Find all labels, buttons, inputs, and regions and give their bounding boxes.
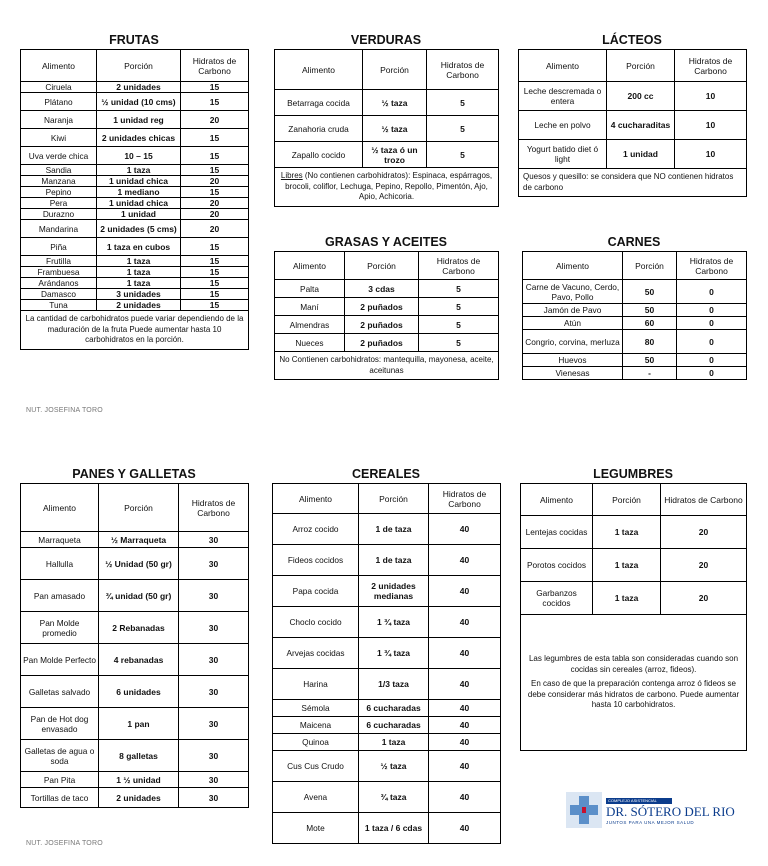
portion-cell: 3 cdas xyxy=(345,280,419,298)
carnes-table xyxy=(522,251,747,380)
table-row xyxy=(523,317,747,330)
table-row xyxy=(21,82,249,93)
carbs-cell: 10 xyxy=(675,111,747,140)
carbs-cell: 15 xyxy=(181,238,249,256)
legumbres-note-1: Las legumbres de esta tabla son consideradas cuando son cocidas sin cereales (arroz, fideos). xyxy=(528,654,739,674)
portion-cell: 1 taza xyxy=(593,582,661,615)
portion-cell: 2 unidades xyxy=(99,788,179,808)
food-cell: Almendras xyxy=(275,316,345,334)
header-porcion: Porción xyxy=(593,484,661,516)
food-cell: Damasco xyxy=(21,289,97,300)
portion-cell: ½ Marraqueta xyxy=(99,532,179,548)
hospital-logo xyxy=(566,790,735,836)
carbs-cell: 15 xyxy=(181,187,249,198)
food-cell: Galletas de agua o soda xyxy=(21,740,99,772)
portion-cell: 1 taza en cubos xyxy=(97,238,181,256)
carbs-cell: 30 xyxy=(179,612,249,644)
carbs-cell: 0 xyxy=(677,304,747,317)
portion-cell: ½ taza ó un trozo xyxy=(363,142,427,168)
legumbres-table xyxy=(520,483,747,751)
food-cell: Marraqueta xyxy=(21,532,99,548)
carbs-cell: 5 xyxy=(419,316,499,334)
table-row xyxy=(21,111,249,129)
food-cell: Cus Cus Crudo xyxy=(273,751,359,782)
carbs-cell: 15 xyxy=(181,278,249,289)
frutas-note: La cantidad de carbohidratos puede variar dependiendo de la maduración de la fruta Puede aumentar hasta 10 carbohidratos en la porción. xyxy=(21,311,249,350)
table-row xyxy=(273,813,501,844)
portion-cell: 1 ¾ taza xyxy=(359,638,429,669)
table-row xyxy=(21,278,249,289)
food-cell: Betarraga cocida xyxy=(275,90,363,116)
carnes-title: CARNES xyxy=(607,235,661,249)
portion-cell: ¾ taza xyxy=(359,782,429,813)
food-cell: Piña xyxy=(21,238,97,256)
header-hidratos: Hidratos de Carbono xyxy=(179,484,249,532)
table-row xyxy=(273,751,501,782)
carbs-cell: 5 xyxy=(419,280,499,298)
table-row xyxy=(21,532,249,548)
carbs-cell: 40 xyxy=(429,607,501,638)
table-row xyxy=(275,90,499,116)
header-porcion: Porción xyxy=(363,50,427,90)
header-alimento: Alimento xyxy=(21,50,97,82)
carbs-cell: 0 xyxy=(677,330,747,354)
carbs-cell: 40 xyxy=(429,782,501,813)
portion-cell: 1 pan xyxy=(99,708,179,740)
table-row xyxy=(273,700,501,717)
hospital-cross-icon xyxy=(566,790,602,830)
portion-cell: 1/3 taza xyxy=(359,669,429,700)
frutas-table xyxy=(20,49,249,350)
table-row xyxy=(21,708,249,740)
carbs-cell: 40 xyxy=(429,813,501,844)
food-cell: Lentejas cocidas xyxy=(521,516,593,549)
table-row xyxy=(21,740,249,772)
carbs-cell: 5 xyxy=(427,90,499,116)
table-row xyxy=(521,582,747,615)
carbs-cell: 0 xyxy=(677,317,747,330)
carbs-cell: 5 xyxy=(427,142,499,168)
food-cell: Jamón de Pavo xyxy=(523,304,623,317)
legumbres-note-2: En caso de que la preparación contenga arroz ó fideos se debe considerar más hidratos de carbono. Puede aumentar hasta 10 carbohidratos. xyxy=(527,679,740,710)
header-hidratos: Hidratos de Carbono xyxy=(419,252,499,280)
food-cell: Hallulla xyxy=(21,548,99,580)
food-cell: Porotos cocidos xyxy=(521,549,593,582)
verduras-title: VERDURAS xyxy=(350,33,422,47)
panes-table xyxy=(20,483,249,808)
food-cell: Nueces xyxy=(275,334,345,352)
portion-cell: 1 unidad xyxy=(97,209,181,220)
food-cell: Arándanos xyxy=(21,278,97,289)
portion-cell: 8 galletas xyxy=(99,740,179,772)
portion-cell: 2 unidades medianas xyxy=(359,576,429,607)
table-row xyxy=(21,676,249,708)
table-row xyxy=(521,549,747,582)
table-row xyxy=(523,304,747,317)
portion-cell: 1 taza / 6 cdas xyxy=(359,813,429,844)
carbs-cell: 15 xyxy=(181,82,249,93)
portion-cell: 50 xyxy=(623,280,677,304)
table-row xyxy=(521,516,747,549)
cereales-table xyxy=(272,483,501,844)
table-row xyxy=(21,93,249,111)
header-hidratos: Hidratos de Carbono xyxy=(181,50,249,82)
portion-cell: 1 unidad xyxy=(607,140,675,169)
portion-cell: 2 unidades xyxy=(97,300,181,311)
food-cell: Pan Pita xyxy=(21,772,99,788)
carbs-cell: 5 xyxy=(427,116,499,142)
carbs-cell: 20 xyxy=(661,582,747,615)
food-cell: Plátano xyxy=(21,93,97,111)
header-hidratos: Hidratos de Carbono xyxy=(427,50,499,90)
carbs-cell: 40 xyxy=(429,751,501,782)
carbs-cell: 20 xyxy=(181,220,249,238)
food-cell: Vienesas xyxy=(523,367,623,380)
portion-cell: 80 xyxy=(623,330,677,354)
carbs-cell: 20 xyxy=(181,198,249,209)
portion-cell: 2 unidades chicas xyxy=(97,129,181,147)
table-row xyxy=(273,669,501,700)
portion-cell: 1 taza xyxy=(97,256,181,267)
table-row xyxy=(21,220,249,238)
table-row xyxy=(21,198,249,209)
food-cell: Mote xyxy=(273,813,359,844)
table-row xyxy=(519,140,747,169)
table-row xyxy=(273,607,501,638)
carbs-cell: 40 xyxy=(429,734,501,751)
food-cell: Zapallo cocido xyxy=(275,142,363,168)
food-cell: Pan amasado xyxy=(21,580,99,612)
frutas-section xyxy=(20,31,248,350)
table-row xyxy=(21,267,249,278)
cereales-title: CEREALES xyxy=(351,467,421,481)
header-alimento: Alimento xyxy=(523,252,623,280)
food-cell: Maicena xyxy=(273,717,359,734)
food-cell: Garbanzos cocidos xyxy=(521,582,593,615)
table-row xyxy=(275,280,499,298)
portion-cell: 60 xyxy=(623,317,677,330)
portion-cell: 50 xyxy=(623,304,677,317)
food-cell: Maní xyxy=(275,298,345,316)
carbs-cell: 0 xyxy=(677,354,747,367)
portion-cell: 1 unidad chica xyxy=(97,176,181,187)
header-hidratos: Hidratos de Carbono xyxy=(677,252,747,280)
food-cell: Sémola xyxy=(273,700,359,717)
carbs-cell: 40 xyxy=(429,669,501,700)
portion-cell: ½ Unidad (50 gr) xyxy=(99,548,179,580)
table-row xyxy=(273,576,501,607)
food-cell: Palta xyxy=(275,280,345,298)
table-row xyxy=(273,638,501,669)
portion-cell: 1 unidad chica xyxy=(97,198,181,209)
carnes-section xyxy=(522,233,746,380)
table-row xyxy=(21,644,249,676)
grasas-title: GRASAS Y ACEITES xyxy=(324,235,448,249)
header-porcion: Porción xyxy=(607,50,675,82)
food-cell: Choclo cocido xyxy=(273,607,359,638)
table-row xyxy=(21,612,249,644)
food-cell: Durazno xyxy=(21,209,97,220)
header-alimento: Alimento xyxy=(21,484,99,532)
carbs-cell: 15 xyxy=(181,129,249,147)
table-row xyxy=(21,176,249,187)
table-row xyxy=(21,289,249,300)
verduras-section xyxy=(274,31,498,207)
portion-cell: 2 puñados xyxy=(345,298,419,316)
food-cell: Uva verde chica xyxy=(21,147,97,165)
legumbres-note xyxy=(521,615,747,751)
food-cell: Huevos xyxy=(523,354,623,367)
carbs-cell: 40 xyxy=(429,638,501,669)
table-row xyxy=(21,548,249,580)
portion-cell: 50 xyxy=(623,354,677,367)
portion-cell: 6 cucharadas xyxy=(359,717,429,734)
food-cell: Pan de Hot dog envasado xyxy=(21,708,99,740)
carbs-cell: 20 xyxy=(661,516,747,549)
portion-cell: ½ taza xyxy=(363,116,427,142)
table-row xyxy=(275,116,499,142)
food-cell: Pera xyxy=(21,198,97,209)
carbs-cell: 30 xyxy=(179,708,249,740)
carbs-cell: 30 xyxy=(179,740,249,772)
carbs-cell: 20 xyxy=(181,176,249,187)
portion-cell: 4 rebanadas xyxy=(99,644,179,676)
portion-cell: 2 unidades (5 cms) xyxy=(97,220,181,238)
legumbres-section xyxy=(520,465,746,751)
table-row xyxy=(21,129,249,147)
table-row xyxy=(523,367,747,380)
food-cell: Mandarina xyxy=(21,220,97,238)
food-cell: Arvejas cocidas xyxy=(273,638,359,669)
food-cell: Pan Molde Perfecto xyxy=(21,644,99,676)
food-cell: Papa cocida xyxy=(273,576,359,607)
author-credit-bottom: NUT. JOSEFINA TORO xyxy=(26,840,103,847)
table-row xyxy=(21,772,249,788)
carbs-cell: 15 xyxy=(181,289,249,300)
logo-name: DR. SÓTERO DEL RIO xyxy=(606,804,735,819)
header-alimento: Alimento xyxy=(521,484,593,516)
portion-cell: 1 ½ unidad xyxy=(99,772,179,788)
header-alimento: Alimento xyxy=(275,50,363,90)
food-cell: Fideos cocidos xyxy=(273,545,359,576)
food-cell: Frambuesa xyxy=(21,267,97,278)
table-row xyxy=(275,334,499,352)
carbs-cell: 0 xyxy=(677,367,747,380)
carbs-cell: 40 xyxy=(429,717,501,734)
food-cell: Avena xyxy=(273,782,359,813)
table-row xyxy=(273,545,501,576)
verduras-table xyxy=(274,49,499,207)
portion-cell: 3 unidades xyxy=(97,289,181,300)
portion-cell: 2 puñados xyxy=(345,316,419,334)
food-cell: Sandia xyxy=(21,165,97,176)
food-cell: Arroz cocido xyxy=(273,514,359,545)
portion-cell: 1 taza xyxy=(359,734,429,751)
header-alimento: Alimento xyxy=(519,50,607,82)
carbs-cell: 30 xyxy=(179,580,249,612)
food-cell: Harina xyxy=(273,669,359,700)
food-cell: Manzana xyxy=(21,176,97,187)
food-cell: Pan Molde promedio xyxy=(21,612,99,644)
table-row xyxy=(273,717,501,734)
food-cell: Atún xyxy=(523,317,623,330)
portion-cell: 4 cucharaditas xyxy=(607,111,675,140)
header-alimento: Alimento xyxy=(275,252,345,280)
portion-cell: ½ taza xyxy=(363,90,427,116)
carbs-cell: 30 xyxy=(179,676,249,708)
portion-cell: 2 unidades xyxy=(97,82,181,93)
libres-label: Libres xyxy=(280,171,303,180)
carbs-cell: 30 xyxy=(179,532,249,548)
portion-cell: 1 unidad reg xyxy=(97,111,181,129)
portion-cell: 1 taza xyxy=(97,278,181,289)
carbs-cell: 15 xyxy=(181,267,249,278)
lacteos-table xyxy=(518,49,747,197)
table-row xyxy=(523,330,747,354)
panes-title: PANES Y GALLETAS xyxy=(72,467,196,481)
carbs-cell: 30 xyxy=(179,644,249,676)
carbs-cell: 20 xyxy=(181,209,249,220)
carbs-cell: 20 xyxy=(661,549,747,582)
food-cell: Ciruela xyxy=(21,82,97,93)
food-cell: Tortillas de taco xyxy=(21,788,99,808)
carbs-cell: 15 xyxy=(181,256,249,267)
lacteos-note: Quesos y quesillo: se considera que NO contienen hidratos de carbono xyxy=(519,169,747,197)
frutas-title: FRUTAS xyxy=(109,33,159,47)
table-row xyxy=(273,734,501,751)
portion-cell: 1 taza xyxy=(593,516,661,549)
table-row xyxy=(21,209,249,220)
food-cell: Galletas salvado xyxy=(21,676,99,708)
portion-cell: 1 de taza xyxy=(359,514,429,545)
panes-section xyxy=(20,465,248,808)
header-porcion: Porción xyxy=(99,484,179,532)
carbs-cell: 40 xyxy=(429,545,501,576)
table-row xyxy=(273,782,501,813)
carbs-cell: 40 xyxy=(429,576,501,607)
portion-cell: 2 puñados xyxy=(345,334,419,352)
grasas-section xyxy=(274,233,498,380)
food-cell: Frutilla xyxy=(21,256,97,267)
table-row xyxy=(275,298,499,316)
header-porcion: Porción xyxy=(359,484,429,514)
carbs-cell: 10 xyxy=(675,140,747,169)
libres-text: (No contienen carbohidratos): Espinaca, espárragos, brocoli, coliflor, Lechuga, Pepino, Repollo, Pimentón, Ajo, Apio, Achicoria. xyxy=(285,171,493,201)
food-cell: Zanahoria cruda xyxy=(275,116,363,142)
table-row xyxy=(21,238,249,256)
table-row xyxy=(21,147,249,165)
header-hidratos: Hidratos de Carbono xyxy=(675,50,747,82)
lacteos-section xyxy=(518,31,746,197)
portion-cell: ½ taza xyxy=(359,751,429,782)
portion-cell: 1 ¾ taza xyxy=(359,607,429,638)
carbs-cell: 5 xyxy=(419,298,499,316)
lacteos-title: LÁCTEOS xyxy=(602,33,662,47)
food-cell: Kiwi xyxy=(21,129,97,147)
legumbres-title: LEGUMBRES xyxy=(593,467,673,481)
carbs-cell: 5 xyxy=(419,334,499,352)
table-row xyxy=(275,316,499,334)
carbs-cell: 30 xyxy=(179,548,249,580)
portion-cell: 2 Rebanadas xyxy=(99,612,179,644)
table-row xyxy=(275,142,499,168)
portion-cell: 1 de taza xyxy=(359,545,429,576)
food-cell: Naranja xyxy=(21,111,97,129)
table-row xyxy=(519,111,747,140)
carbs-cell: 10 xyxy=(675,82,747,111)
verduras-note xyxy=(275,168,499,207)
food-cell: Leche en polvo xyxy=(519,111,607,140)
food-cell: Quinoa xyxy=(273,734,359,751)
carbs-cell: 15 xyxy=(181,300,249,311)
food-cell: Tuna xyxy=(21,300,97,311)
logo-band: COMPLEJO ASISTENCIAL xyxy=(606,798,672,804)
food-cell: Leche descremada o entera xyxy=(519,82,607,111)
header-porcion: Porción xyxy=(345,252,419,280)
header-hidratos: Hidratos de Carbono xyxy=(429,484,501,514)
carbs-cell: 20 xyxy=(181,111,249,129)
header-porcion: Porción xyxy=(623,252,677,280)
grasas-table xyxy=(274,251,499,380)
table-row xyxy=(523,354,747,367)
table-row xyxy=(21,256,249,267)
portion-cell: 6 cucharadas xyxy=(359,700,429,717)
table-row xyxy=(519,82,747,111)
carbs-cell: 15 xyxy=(181,165,249,176)
food-cell: Congrio, corvina, merluza xyxy=(523,330,623,354)
carbs-cell: 0 xyxy=(677,280,747,304)
table-row xyxy=(273,514,501,545)
carbs-cell: 15 xyxy=(181,93,249,111)
portion-cell: 1 taza xyxy=(97,267,181,278)
food-cell: Yogurt batido diet ó light xyxy=(519,140,607,169)
table-row xyxy=(21,788,249,808)
carbs-cell: 15 xyxy=(181,147,249,165)
logo-tagline: JUNTOS PARA UNA MEJOR SALUD xyxy=(606,820,695,825)
author-credit: NUT. JOSEFINA TORO xyxy=(26,407,103,414)
food-cell: Carne de Vacuno, Cerdo, Pavo, Pollo xyxy=(523,280,623,304)
table-row xyxy=(21,187,249,198)
header-hidratos: Hidratos de Carbono xyxy=(661,484,747,516)
table-row xyxy=(523,280,747,304)
portion-cell: 200 cc xyxy=(607,82,675,111)
portion-cell: 1 taza xyxy=(97,165,181,176)
portion-cell: 1 mediano xyxy=(97,187,181,198)
grasas-note: No Contienen carbohidratos: mantequilla, mayonesa, aceite, aceitunas xyxy=(275,352,499,380)
table-row xyxy=(21,580,249,612)
portion-cell: 6 unidades xyxy=(99,676,179,708)
table-row xyxy=(21,300,249,311)
portion-cell: ½ unidad (10 cms) xyxy=(97,93,181,111)
header-porcion: Porción xyxy=(97,50,181,82)
portion-cell: - xyxy=(623,367,677,380)
carbs-cell: 30 xyxy=(179,772,249,788)
portion-cell: ¾ unidad (50 gr) xyxy=(99,580,179,612)
carbs-cell: 30 xyxy=(179,788,249,808)
food-cell: Pepino xyxy=(21,187,97,198)
header-alimento: Alimento xyxy=(273,484,359,514)
carbs-cell: 40 xyxy=(429,700,501,717)
cereales-section xyxy=(272,465,500,844)
table-row xyxy=(21,165,249,176)
carbs-cell: 40 xyxy=(429,514,501,545)
portion-cell: 1 taza xyxy=(593,549,661,582)
portion-cell: 10 – 15 xyxy=(97,147,181,165)
